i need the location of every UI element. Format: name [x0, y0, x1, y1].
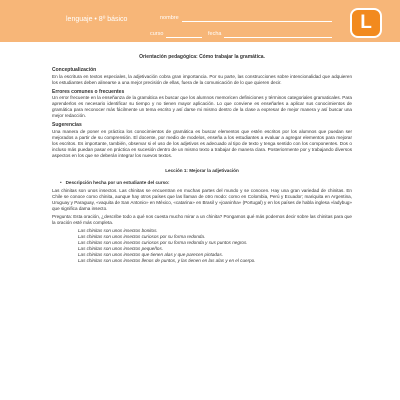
name-label: nombre — [160, 15, 179, 21]
example-sentence: Las chinitas son unos insectos bonitos. — [78, 227, 158, 233]
example-sentence: Las chinitas son unos insectos curiosos por su forma redonda y sus puntos negros. — [78, 239, 248, 245]
date-line[interactable] — [224, 37, 332, 38]
example-sentence: Las chinitas son unos insectos que tienen alas y que parecen pintadas. — [78, 251, 224, 257]
student-description: Las chinitas son unos insectos. Las chinitas se encuentran en muchas partes del mundo y se conocen. Hay una gran variedad de chinitas. En Chile se conoce como chinita, aunque hay otros países que las llaman de otro modo: como en Colombia, Perú y Ecuador; mariquita en Argentina, Uruguay y Paraguay, «vaquita de San Antonio» en México, «catarina» en Brasil y «joaninha» (Portugal) y en los países de habla inglesa «ladybug» que significa dama insecto. — [52, 187, 352, 211]
example-sentence: Las chinitas son unos insectos curiosos por su forma redonda. — [78, 233, 206, 239]
example-sentence: Las chinitas son unos insectos llenos de puntos, y las tienen en las alas y en el cuerpo. — [78, 257, 256, 263]
section-text: Un error frecuente en la enseñanza de la gramática es buscar que los alumnos memoricen definiciones y términos categoriales gramaticales. Para aprenderlos es necesario identificar su tiempo y no tienen mayor aplicación. Lo que conviene es enseñarles a aplicar sus conocimientos de gramática para reconocer más fácilmente un tema escrito y así darse mi mismo dentro de la clase a expresar de mejor manera y así buscar una mejor redacción. — [52, 95, 352, 118]
section-text: Una manera de poner en práctica los conocimientos de gramática es buscar elementos que estén escritos por los alumnos que puedan ser mejorados a partir de su comprensión. El docente, por medio de modelos, enseña a los estudiantes a evaluar a agregar elementos para mejorar los escritos. Es importante, también, observar si el uso de los adjetivos es adecuado al tipo de texto y tenga sentido con los componentes. Dos o incluso más puedan pasar en práctica en sucesión dentro de un mismo texto a trabajar de manera clara. Posteriormente por y trabajando diversos aspectos en los que se deberán integrar los nuevos textos. — [52, 128, 352, 158]
section-heading: Sugerencias — [52, 122, 82, 128]
section-text: En la escritura en textos especiales, la adjetivación cobra gran importancia. Por su parte, las construcciones sobre intencionalidad que adquieren los estudiantes deben alinearse a una mejor precisión de ellas, fuera de la comunicación de lo que quieren decir. — [52, 73, 352, 85]
name-line[interactable] — [182, 21, 332, 22]
course-line[interactable] — [166, 37, 202, 38]
subject-label: lenguaje • 8º básico — [66, 16, 128, 23]
date-label: fecha — [208, 31, 222, 37]
example-sentence: Las chinitas son unos insectos pequeños. — [78, 245, 164, 251]
section-heading: Errores comunes o frecuentes — [52, 88, 125, 95]
lesson-bullet: • Descripción hecha por un estudiante del curso: — [60, 180, 352, 186]
lesson-title: Lección 1: Mejorar la adjetivación — [165, 167, 239, 173]
section-heading: Conceptualización — [52, 67, 97, 73]
question-paragraph: Pregunta: Esta oración, ¿describe todo a qué nos cuesta mucho mirar a un chinita? Pongamos qué más podemos decir sobre las chinitas para que la oración esté más completa. — [52, 213, 352, 225]
course-label: curso — [150, 31, 164, 37]
document-body — [52, 54, 352, 264]
level-badge — [350, 8, 382, 38]
badge-letter: L — [360, 12, 372, 33]
document-title: Orientación pedagógica: Cómo trabajar la gramática. — [139, 54, 265, 60]
